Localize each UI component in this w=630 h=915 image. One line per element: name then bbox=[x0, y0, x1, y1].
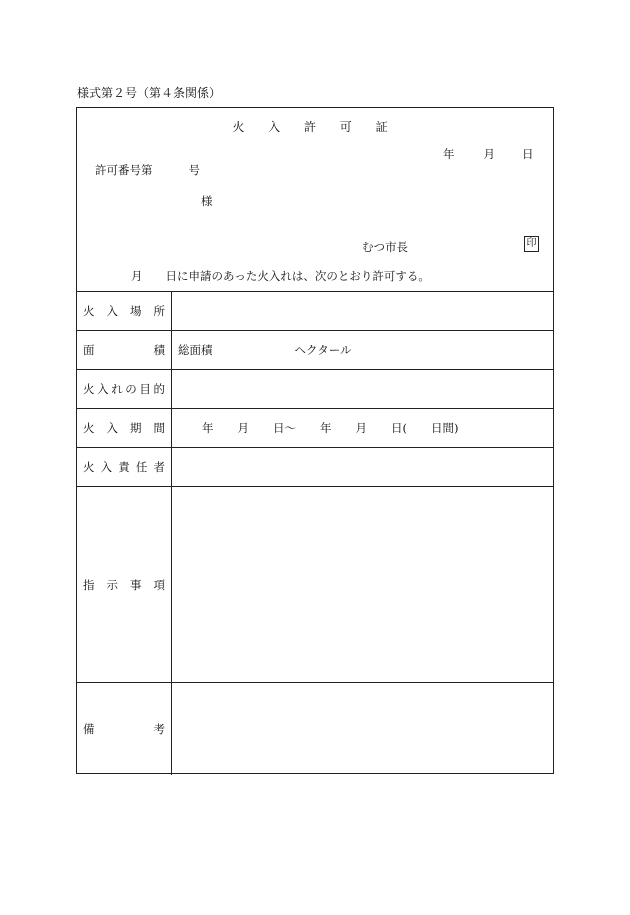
date-month: 月 bbox=[483, 147, 495, 161]
row-instructions bbox=[77, 487, 553, 683]
document-title: 火 入 許 可 証 bbox=[232, 120, 398, 134]
label-char: 入 bbox=[106, 304, 118, 318]
row-fire-supervisor bbox=[77, 448, 553, 487]
label-char: 考 bbox=[153, 722, 165, 736]
permit-statement bbox=[131, 268, 430, 284]
area-unit: ヘクタール bbox=[294, 343, 352, 357]
row-area bbox=[77, 331, 553, 370]
label-char: 火 bbox=[83, 382, 95, 396]
period-month-start: 月 bbox=[237, 421, 249, 435]
label-char: 備 bbox=[83, 722, 95, 736]
label-char: 事 bbox=[130, 577, 142, 592]
period-day-start: 日〜 bbox=[273, 421, 296, 435]
label-text bbox=[83, 303, 165, 319]
label-char: 間 bbox=[153, 421, 165, 435]
label-char: 入 bbox=[100, 460, 113, 474]
period-year-start: 年 bbox=[202, 421, 214, 435]
label-text bbox=[83, 721, 165, 737]
issuer-name: むつ市長 bbox=[362, 240, 408, 254]
label-char: 項 bbox=[153, 577, 165, 592]
label-char: 指 bbox=[83, 577, 95, 592]
label-char: 所 bbox=[153, 304, 165, 318]
row-remarks bbox=[77, 683, 553, 775]
label-char: の bbox=[125, 382, 137, 396]
permit-number bbox=[95, 162, 200, 178]
value-fire-purpose[interactable] bbox=[172, 370, 553, 408]
permit-form bbox=[76, 107, 554, 774]
row-fire-purpose bbox=[77, 370, 553, 409]
issue-date bbox=[443, 146, 534, 162]
value-area[interactable] bbox=[172, 331, 553, 369]
period-month-end: 月 bbox=[355, 421, 367, 435]
period-days: 日間) bbox=[431, 421, 459, 435]
label-char: 火 bbox=[83, 304, 95, 318]
label-char: れ bbox=[111, 382, 123, 396]
label-area bbox=[77, 331, 172, 369]
value-fire-period[interactable] bbox=[172, 409, 553, 447]
form-number-label: 様式第２号（第４条関係） bbox=[77, 86, 222, 100]
label-char: 入 bbox=[106, 421, 118, 435]
row-fire-period bbox=[77, 409, 553, 448]
label-char: 責 bbox=[118, 460, 130, 474]
seal-mark: 印 bbox=[524, 236, 539, 252]
label-char: 積 bbox=[153, 343, 165, 357]
statement-month: 月 bbox=[131, 269, 143, 283]
period-day-end: 日( bbox=[391, 421, 407, 435]
permit-number-suffix: 号 bbox=[188, 163, 200, 177]
label-fire-purpose bbox=[77, 370, 172, 408]
permit-header bbox=[77, 108, 553, 292]
label-text bbox=[83, 459, 165, 475]
date-day: 日 bbox=[522, 147, 534, 161]
row-fire-location bbox=[77, 292, 553, 331]
value-fire-supervisor[interactable] bbox=[172, 448, 553, 486]
label-char: 任 bbox=[135, 460, 148, 474]
label-fire-location bbox=[77, 292, 172, 330]
label-char: 示 bbox=[106, 577, 118, 592]
label-char: 目 bbox=[139, 382, 151, 396]
label-char: 火 bbox=[83, 421, 95, 435]
permit-number-prefix: 許可番号第 bbox=[95, 163, 153, 177]
statement-text: 日に申請のあった火入れは、次のとおり許可する。 bbox=[165, 269, 430, 283]
label-text bbox=[83, 420, 165, 436]
value-fire-location[interactable] bbox=[172, 292, 553, 330]
period-year-end: 年 bbox=[320, 421, 332, 435]
label-char: 面 bbox=[83, 343, 95, 357]
label-char: 場 bbox=[130, 304, 142, 318]
label-fire-period bbox=[77, 409, 172, 447]
label-text bbox=[83, 577, 165, 593]
label-char: 入 bbox=[97, 382, 109, 396]
date-year: 年 bbox=[443, 147, 455, 161]
value-remarks[interactable] bbox=[172, 683, 553, 775]
label-remarks bbox=[77, 683, 172, 775]
label-char: 火 bbox=[83, 460, 95, 474]
label-char: 的 bbox=[153, 382, 165, 396]
label-char: 期 bbox=[130, 421, 142, 435]
label-char: 者 bbox=[153, 460, 165, 474]
addressee-suffix: 様 bbox=[201, 194, 213, 208]
label-fire-supervisor bbox=[77, 448, 172, 486]
value-instructions[interactable] bbox=[172, 487, 553, 682]
label-instructions bbox=[77, 487, 172, 682]
label-text bbox=[83, 342, 165, 358]
label-text bbox=[83, 381, 165, 397]
area-prefix: 総面積 bbox=[178, 343, 213, 357]
